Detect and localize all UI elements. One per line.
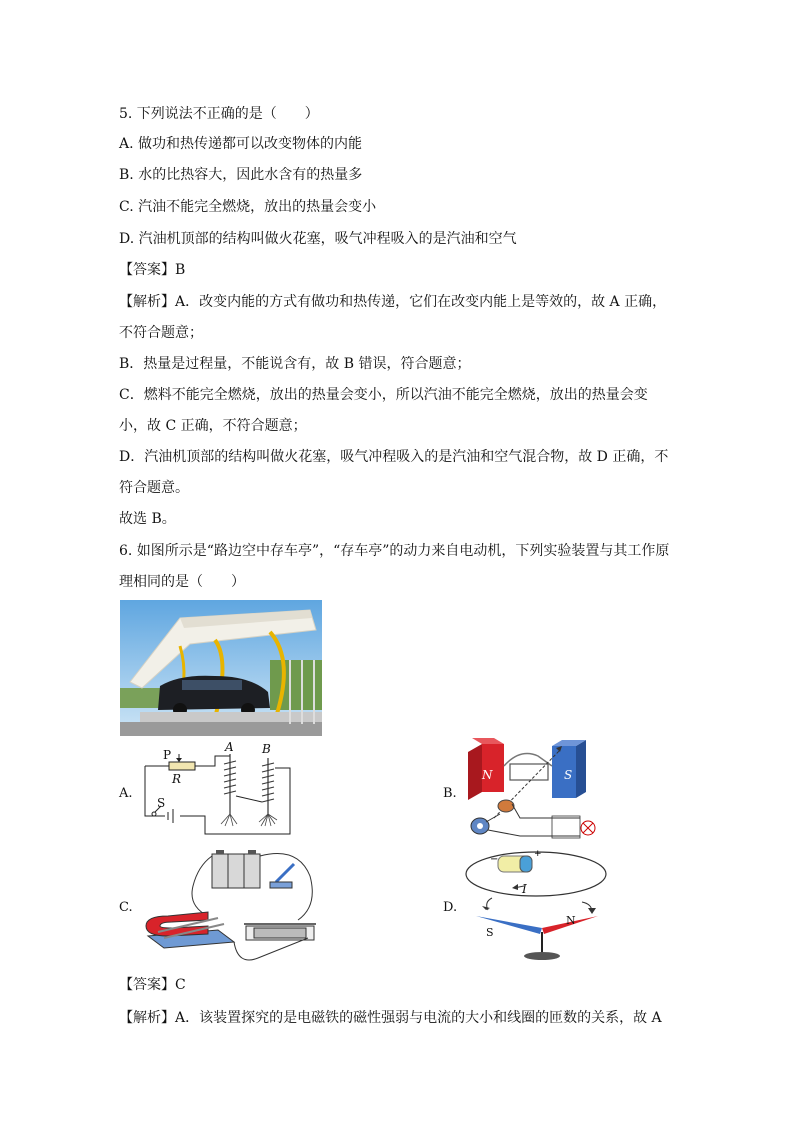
- option-c-label: C.: [119, 900, 133, 915]
- generator-figure: [460, 738, 610, 848]
- parking-shelter-photo: [120, 600, 322, 736]
- electromagnet-circuit-figure: [135, 740, 295, 838]
- rheostat-slider-label: P: [163, 748, 172, 762]
- q5-analysis-line: 【解析】A．改变内能的方式有做功和热传递，它们在改变内能上是等效的，故 A 正确，: [119, 294, 667, 310]
- coil-b-label: B: [262, 742, 271, 756]
- q5-conclusion: 故选 B。: [119, 511, 176, 527]
- q5-option-a: A. 做功和热传递都可以改变物体的内能: [119, 136, 363, 152]
- magnet-south-label: S: [564, 768, 573, 782]
- q5-answer: 【答案】B: [119, 262, 186, 278]
- q5-option-b: B. 水的比热容大，因此水含有的热量多: [119, 167, 363, 183]
- svg-text:−: −: [490, 854, 499, 865]
- switch-label: S: [157, 796, 166, 810]
- q5-analysis-line: 小，故 C 正确，不符合题意；: [119, 418, 307, 434]
- current-label: I: [522, 882, 527, 896]
- q5-analysis-line: 不符合题意；: [119, 325, 203, 341]
- q5-stem: 5. 下列说法不正确的是（ ）: [119, 106, 319, 122]
- q6-answer: 【答案】C: [119, 977, 186, 993]
- q6-stem-line: 6. 如图所示是“路边空中存车亭”，“存车亭”的动力来自电动机，下列实验装置与其工作原: [119, 543, 670, 559]
- q5-option-d: D. 汽油机顶部的结构叫做火花塞，吸气冲程吸入的是汽油和空气: [119, 231, 517, 247]
- svg-text:+: +: [534, 849, 542, 859]
- needle-south-label: S: [486, 926, 494, 939]
- oersted-experiment-figure: [462, 846, 612, 964]
- q5-option-c: C. 汽油不能完全燃烧，放出的热量会变小: [119, 199, 377, 215]
- q6-analysis-line: 【解析】A．该装置探究的是电磁铁的磁性强弱与电流的大小和线圈的匝数的关系，故 A: [119, 1010, 662, 1026]
- option-d-label: D.: [443, 900, 458, 915]
- q5-analysis-line: D．汽油机顶部的结构叫做火花塞，吸气冲程吸入的是汽油和空气混合物，故 D 正确，不: [119, 449, 669, 465]
- q6-stem-line: 理相同的是（ ）: [119, 574, 245, 590]
- needle-north-label: N: [566, 914, 576, 927]
- q5-analysis-line: C．燃料不能完全燃烧，放出的热量会变小，所以汽油不能完全燃烧，放出的热量会变: [119, 387, 648, 403]
- coil-a-label: A: [225, 740, 234, 754]
- q5-analysis-line: B．热量是过程量，不能说含有，故 B 错误，符合题意；: [119, 356, 471, 372]
- option-b-label: B.: [443, 786, 457, 801]
- magnet-north-label: N: [482, 768, 493, 782]
- resistor-label: R: [172, 772, 182, 786]
- option-a-label: A.: [119, 786, 133, 801]
- motor-on-rails-figure: [138, 846, 328, 968]
- q5-analysis-line: 符合题意。: [119, 480, 189, 496]
